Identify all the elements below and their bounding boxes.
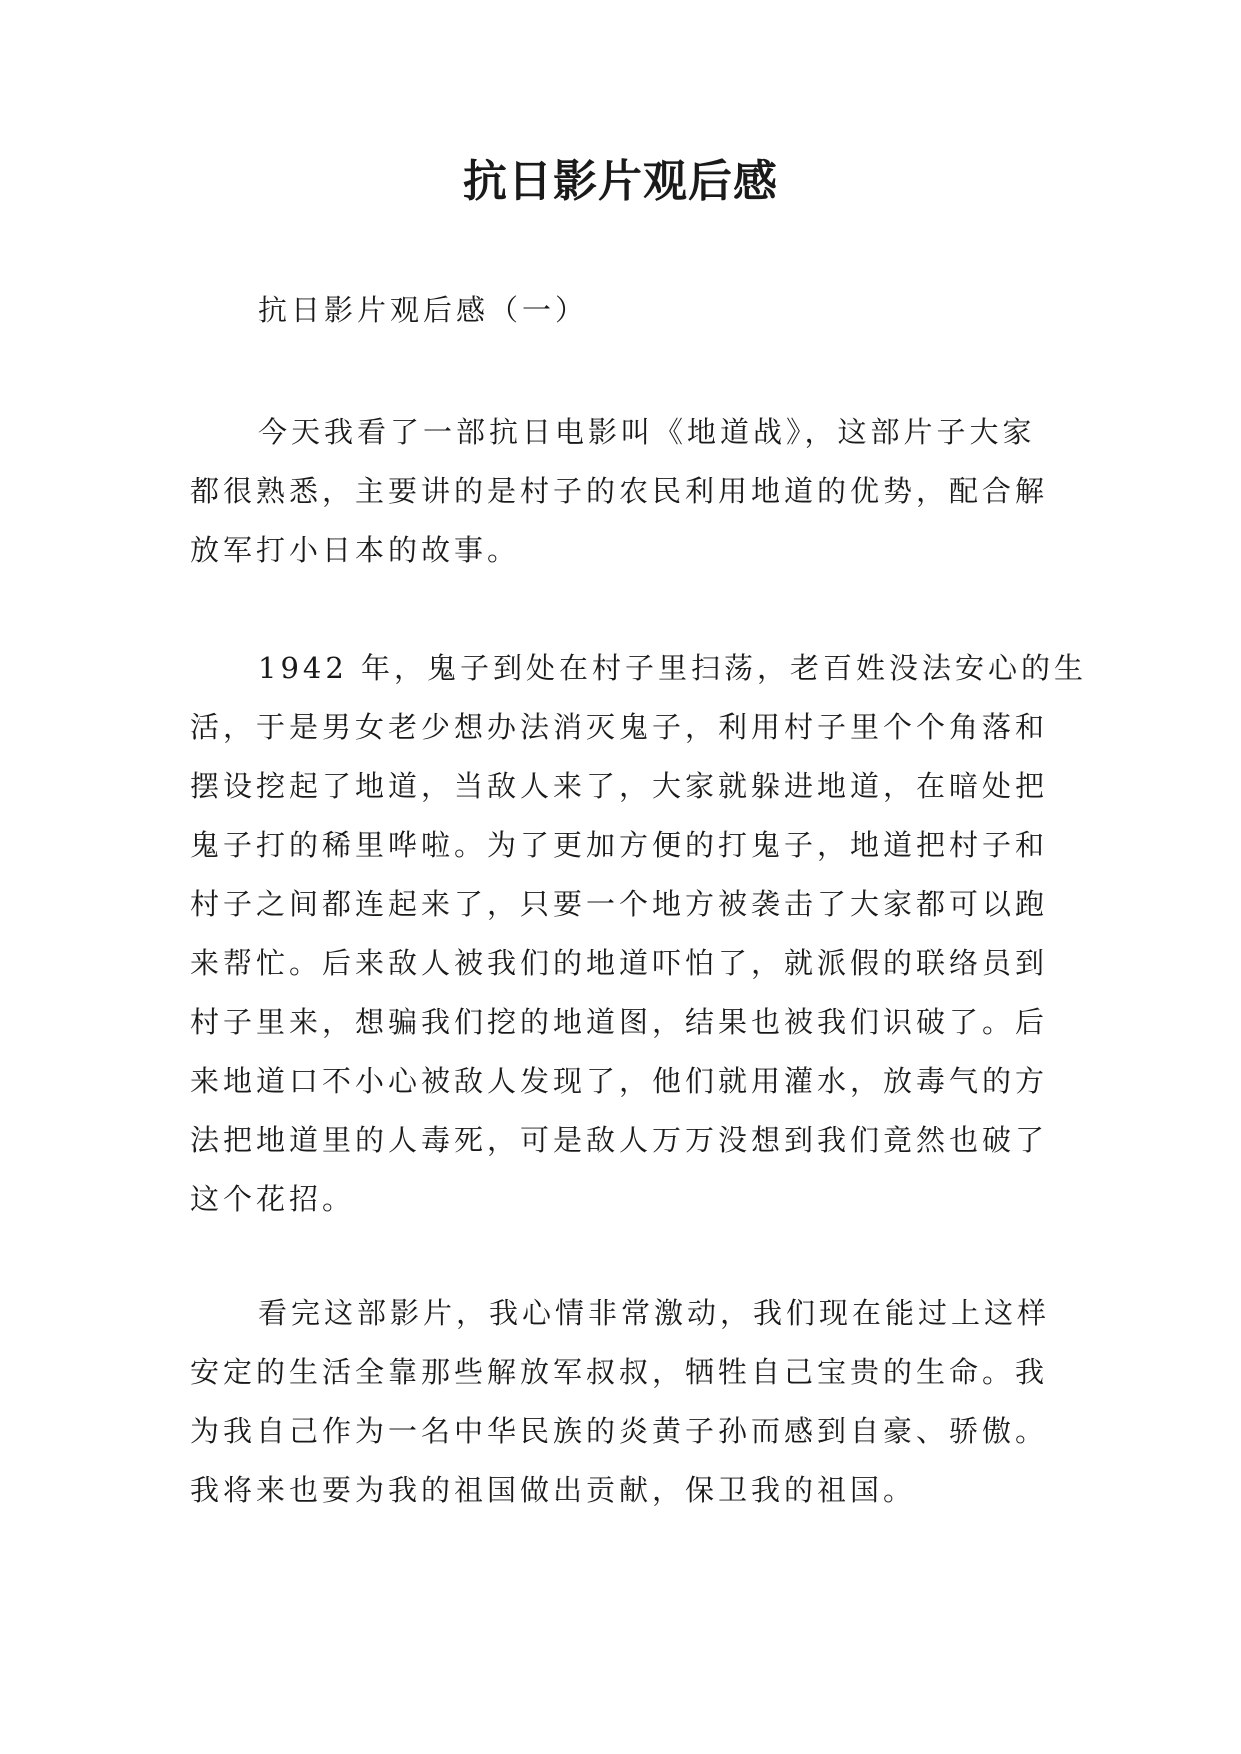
paragraph-line: 1942 年，鬼子到处在村子里扫荡，老百姓没法安心的生 — [258, 651, 1088, 685]
paragraph-line: 都很熟悉，主要讲的是村子的农民利用地道的优势，配合解 — [190, 474, 1049, 508]
paragraph-line: 摆设挖起了地道，当敌人来了，大家就躲进地道，在暗处把 — [190, 769, 1049, 803]
paragraph-3 — [190, 1284, 1075, 1520]
paragraph-line: 放军打小日本的故事。 — [190, 533, 521, 567]
paragraph-line: 村子里来，想骗我们挖的地道图，结果也被我们识破了。后 — [190, 1005, 1049, 1039]
paragraph-line: 法把地道里的人毒死，可是敌人万万没想到我们竟然也破了 — [190, 1123, 1049, 1157]
paragraph-line: 这个花招。 — [190, 1182, 356, 1216]
paragraph-line: 看完这部影片，我心情非常激动，我们现在能过上这样 — [258, 1296, 1051, 1330]
paragraph-line: 我将来也要为我的祖国做出贡献，保卫我的祖国。 — [190, 1473, 917, 1507]
paragraph-2 — [190, 639, 1088, 1229]
section-heading: 抗日影片观后感（一） — [258, 293, 589, 327]
paragraph-line: 鬼子打的稀里哗啦。为了更加方便的打鬼子，地道把村子和 — [190, 828, 1049, 862]
paragraph-line: 来地道口不小心被敌人发现了，他们就用灌水，放毒气的方 — [190, 1064, 1049, 1098]
paragraph-line: 安定的生活全靠那些解放军叔叔，牺牲自己宝贵的生命。我 — [190, 1355, 1049, 1389]
paragraph-line: 来帮忙。后来敌人被我们的地道吓怕了，就派假的联络员到 — [190, 946, 1049, 980]
paragraph-1 — [190, 403, 1075, 580]
paragraph-line: 活，于是男女老少想办法消灭鬼子，利用村子里个个角落和 — [190, 710, 1049, 744]
paragraph-line: 今天我看了一部抗日电影叫《地道战》，这部片子大家 — [258, 415, 1036, 449]
paragraph-line: 为我自己作为一名中华民族的炎黄子孙而感到自豪、骄傲。 — [190, 1414, 1049, 1448]
document-title: 抗日影片观后感 — [463, 156, 778, 207]
paragraph-line: 村子之间都连起来了，只要一个地方被袭击了大家都可以跑 — [190, 887, 1049, 921]
